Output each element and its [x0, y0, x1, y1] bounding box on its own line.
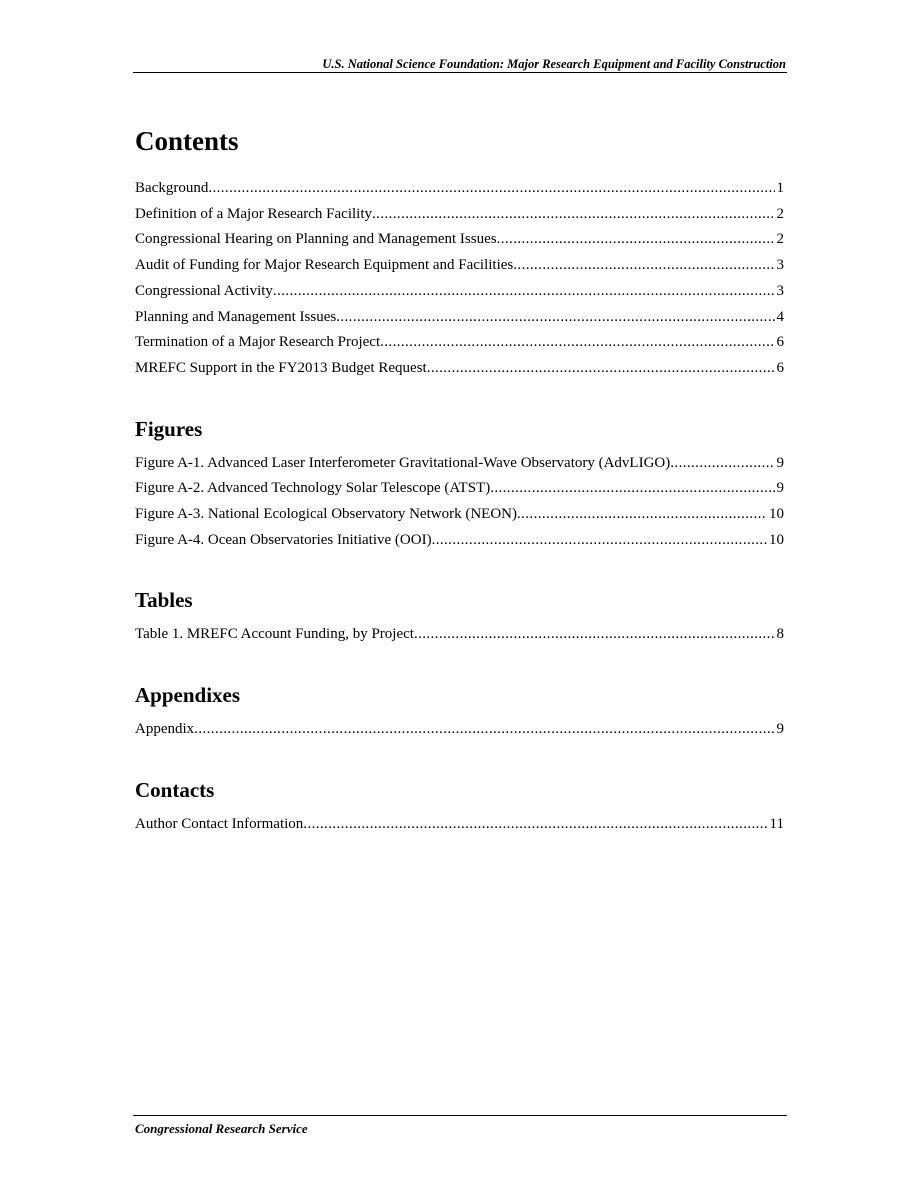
toc-entry-label: Table 1. MREFC Account Funding, by Project — [135, 626, 414, 643]
toc-entry-label: Congressional Activity — [135, 282, 273, 299]
toc-entry[interactable] — [135, 227, 784, 253]
toc-entry-page-number: 1 — [776, 180, 784, 196]
tables-list — [135, 622, 784, 648]
toc-entry[interactable] — [135, 202, 784, 228]
dot-leader — [513, 253, 774, 279]
dot-leader — [273, 279, 775, 305]
toc-entry-label: Author Contact Information — [135, 815, 304, 832]
toc-entry-page-number: 10 — [769, 531, 784, 548]
header-rule — [133, 72, 787, 73]
toc-entry[interactable] — [135, 451, 784, 477]
toc-entry-page-number: 9 — [776, 454, 784, 471]
footer-rule — [133, 1115, 787, 1116]
toc-entry-label: Figure A-2. Advanced Technology Solar Telescope (ATST) — [135, 480, 491, 497]
toc-entry[interactable] — [135, 305, 784, 331]
dot-leader — [208, 176, 774, 202]
dot-leader — [194, 717, 774, 743]
figures-list — [135, 451, 784, 554]
toc-entry-label: Figure A-4. Ocean Observatories Initiative (OOI) — [135, 531, 432, 548]
contents-title: Contents — [135, 126, 239, 156]
toc-entry[interactable] — [135, 253, 784, 279]
toc-entry-label: Planning and Management Issues — [135, 308, 337, 325]
toc-entry[interactable] — [135, 330, 784, 356]
toc-entry-label: MREFC Support in the FY2013 Budget Request — [135, 359, 427, 376]
toc-entry-page-number: 9 — [776, 480, 784, 497]
tables-heading: Tables — [135, 588, 193, 613]
toc-entry[interactable] — [135, 176, 784, 202]
dot-leader — [670, 451, 774, 477]
toc-entry[interactable] — [135, 812, 784, 838]
figures-heading: Figures — [135, 416, 203, 441]
toc-entry-label: Appendix — [135, 721, 195, 738]
running-header: U.S. National Science Foundation: Major Research Equipment and Facility Construction — [322, 57, 786, 71]
toc-entry[interactable] — [135, 622, 784, 648]
toc-entry-page-number: 2 — [776, 205, 784, 222]
dot-leader — [303, 812, 767, 838]
toc-entry-page-number: 9 — [776, 721, 784, 738]
toc-entry-label: Audit of Funding for Major Research Equipment and Facilities — [135, 257, 514, 274]
dot-leader — [380, 330, 774, 356]
toc-entry-page-number: 6 — [776, 334, 784, 351]
dot-leader — [427, 356, 775, 382]
dot-leader — [372, 202, 774, 228]
toc-entry[interactable] — [135, 528, 784, 554]
toc-entry-page-number: 2 — [776, 231, 784, 248]
dot-leader — [497, 227, 775, 253]
dot-leader — [336, 305, 774, 331]
running-footer: Congressional Research Service — [135, 1121, 308, 1136]
dot-leader — [517, 502, 767, 528]
appendixes-heading: Appendixes — [135, 683, 241, 708]
toc-entry-label: Definition of a Major Research Facility — [135, 205, 373, 222]
dot-leader — [432, 528, 767, 554]
toc-entry[interactable] — [135, 476, 784, 502]
toc-entry-label: Background — [135, 180, 209, 196]
toc-entry-page-number: 3 — [776, 257, 784, 274]
contents-list — [135, 176, 784, 382]
toc-entry-label: Figure A-3. National Ecological Observatory Network (NEON) — [135, 506, 517, 523]
toc-entry[interactable] — [135, 502, 784, 528]
toc-entry-label: Congressional Hearing on Planning and Management Issues — [135, 231, 497, 248]
contacts-heading: Contacts — [135, 777, 215, 802]
contacts-list — [135, 812, 784, 838]
dot-leader — [490, 476, 774, 502]
toc-entry-page-number: 11 — [769, 815, 784, 832]
toc-entry-page-number: 6 — [776, 359, 784, 376]
toc-entry-label: Termination of a Major Research Project — [135, 334, 381, 351]
toc-entry[interactable] — [135, 717, 784, 743]
toc-entry-page-number: 4 — [776, 308, 784, 325]
toc-entry-label: Figure A-1. Advanced Laser Interferometer Gravitational-Wave Observatory (AdvLIGO) — [135, 454, 671, 471]
toc-entry[interactable] — [135, 356, 784, 382]
appendixes-list — [135, 717, 784, 743]
table-of-contents — [135, 122, 784, 838]
toc-entry-page-number: 10 — [769, 506, 784, 523]
toc-entry[interactable] — [135, 279, 784, 305]
dot-leader — [414, 622, 775, 648]
toc-entry-page-number: 3 — [776, 282, 784, 299]
toc-entry-page-number: 8 — [776, 626, 784, 643]
